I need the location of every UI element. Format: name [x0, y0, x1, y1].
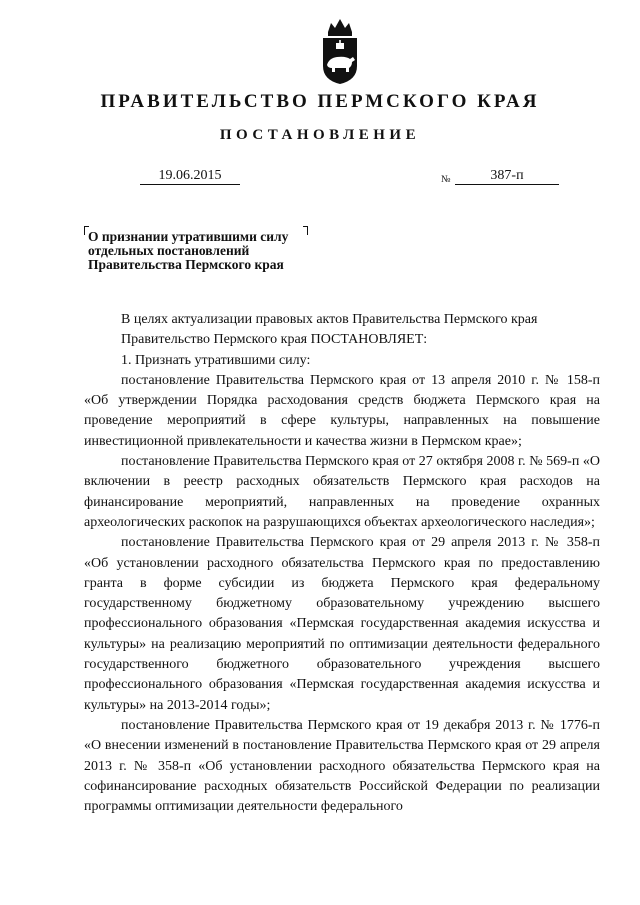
decree-body	[84, 310, 600, 817]
document-type: ПОСТАНОВЛЕНИЕ	[219, 127, 421, 143]
government-title: ПРАВИТЕЛЬСТВО ПЕРМСКОГО КРАЯ	[100, 91, 540, 112]
perm-coat-of-arms-icon	[319, 16, 361, 86]
body-paragraph: Правительство Пермского края ПОСТАНОВЛЯЕТ:	[121, 332, 428, 348]
body-paragraph: В целях актуализации правовых актов Правительства Пермского края	[121, 312, 538, 327]
body-paragraph: постановление Правительства Пермского края от 27 октября 2008 г. № 569-п «О включении в реестр расходных обязательств Пермского края расходов на финансирование мероприятий, направленных на проведение охранных археологических раскопок на разрушающихся объектах археологического наследия»;	[84, 454, 600, 530]
decree-date: 19.06.2015	[140, 168, 240, 185]
body-paragraph: постановление Правительства Пермского края от 19 декабря 2013 г. № 1776-п «О внесении изменений в постановление Правительства Пермского края от 29 апреля 2013 г. № 358-п «Об установлении расходного обязательства Пермского края на софинансирование расходных обязательств Российской Федерации по реализации программы оптимизации деятельности федерального	[84, 717, 600, 815]
subject-line: отдельных постановлений	[88, 243, 250, 258]
number-label: №	[441, 174, 451, 185]
decree-number: 387-п	[455, 168, 559, 185]
body-paragraph: постановление Правительства Пермского края от 29 апреля 2013 г. № 358-п «Об установлении расходного обязательства Пермского края по предоставлению гранта в форме субсидии из бюджета Пермского края федеральному государственному бюджетному образовательному учреждению высшего профессионального образования «Пермская государственная академия искусства и культуры» на реализацию мероприятий по оптимизации деятельности федерального государственного бюджетного образовательного учреждения высшего профессионального образования «Пермская государственная академия искусства и культуры» на 2013-2014 годы»;	[84, 535, 600, 713]
body-paragraph: 1. Признать утратившими силу:	[121, 352, 311, 368]
body-paragraph: постановление Правительства Пермского края от 13 апреля 2010 г. № 158-п «Об утверждении Порядка расходования средств бюджета Пермского края на проведение мероприятий в сфере культуры, направленных на повышение инвестиционной привлекательности и качества жизни в Пермском крае»;	[84, 372, 600, 449]
subject-line: О признании утратившими силу	[88, 229, 289, 244]
subject-line: Правительства Пермского края	[88, 257, 284, 272]
decree-subject	[88, 230, 288, 272]
subject-bracket-right	[303, 226, 308, 235]
